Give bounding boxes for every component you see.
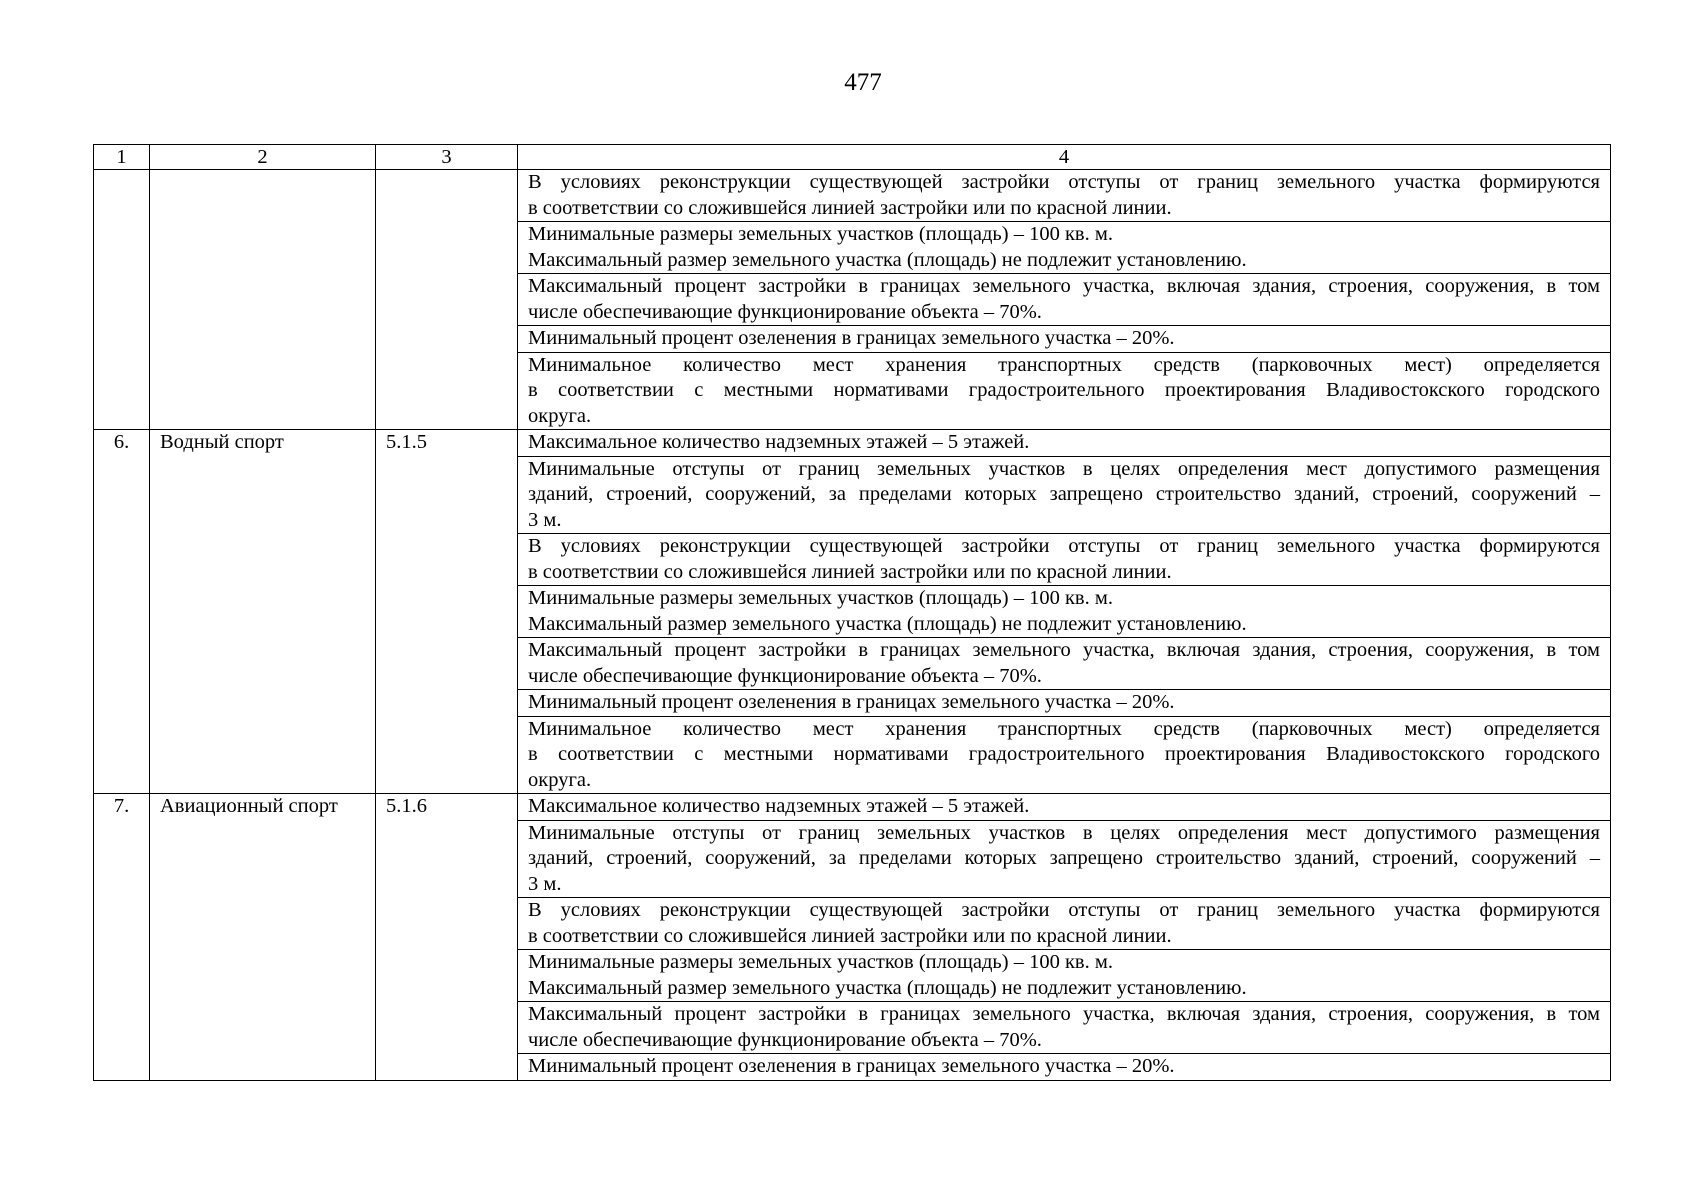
use-code-cell: 5.1.5 <box>376 430 518 794</box>
norm-line: Минимальное количество мест хранения транспортных средств (парковочных мест) определяется <box>528 717 1600 740</box>
norm-line: Максимальный размер земельного участка (площадь) не подлежит установлению. <box>528 976 1247 999</box>
norm-cell <box>518 794 1611 821</box>
norm-line: Минимальные размеры земельных участков (площадь) – 100 кв. м. <box>528 587 1113 609</box>
norm-line: Минимальные размеры земельных участков (площадь) – 100 кв. м. <box>528 951 1113 973</box>
row-number-cell: 6. <box>94 430 150 794</box>
norm-line: в соответствии с местными нормативами градостроительного проектирования Владивостокского городского <box>528 743 1600 765</box>
norm-line: 3 м. <box>528 872 562 895</box>
norm-line: Минимальный процент озеленения в границах земельного участка – 20%. <box>528 1055 1175 1077</box>
norm-cell <box>518 638 1611 690</box>
norm-line: в соответствии со сложившейся линией застройки или по красной линии. <box>528 924 1172 947</box>
norm-cell <box>518 170 1611 222</box>
norm-line: округа. <box>528 768 592 791</box>
norm-cell <box>518 430 1611 457</box>
header-row <box>94 145 1611 170</box>
norm-cell <box>518 898 1611 950</box>
norm-line: 3 м. <box>528 508 562 531</box>
header-col-4: 4 <box>518 145 1611 170</box>
norm-line: В условиях реконструкции существующей застройки отступы от границ земельного участка формируются <box>528 171 1600 193</box>
norm-line: Минимальный процент озеленения в границах земельного участка – 20%. <box>528 327 1175 349</box>
header-col-2: 2 <box>150 145 376 170</box>
use-code-cell <box>376 170 518 430</box>
norm-cell <box>518 586 1611 638</box>
norm-line: Максимальный процент застройки в границах земельного участка, включая здания, строения, сооружения, в том <box>528 1003 1600 1025</box>
use-name-cell <box>150 170 376 430</box>
norm-line: округа. <box>528 404 592 427</box>
norm-cell <box>518 222 1611 274</box>
norm-line: в соответствии со сложившейся линией застройки или по красной линии. <box>528 560 1172 583</box>
norm-line: Максимальное количество надземных этажей – 5 этажей. <box>528 431 1030 453</box>
table-row <box>94 794 1611 821</box>
norm-line: В условиях реконструкции существующей застройки отступы от границ земельного участка формируются <box>528 899 1600 921</box>
table-body <box>94 170 1611 1081</box>
norm-line: Максимальный размер земельного участка (площадь) не подлежит установлению. <box>528 248 1247 271</box>
norm-cell <box>518 820 1611 898</box>
norm-cell <box>518 534 1611 586</box>
norm-cell <box>518 690 1611 717</box>
norm-line: зданий, строений, сооружений, за пределами которых запрещено строительство зданий, строений, сооружений – <box>528 847 1600 869</box>
table-row <box>94 430 1611 457</box>
norm-line: Минимальный процент озеленения в границах земельного участка – 20%. <box>528 691 1175 713</box>
row-number-cell: 7. <box>94 794 150 1081</box>
norm-line: числе обеспечивающие функционирование объекта – 70%. <box>528 664 1042 687</box>
norm-line: числе обеспечивающие функционирование объекта – 70%. <box>528 1028 1042 1051</box>
norm-line: В условиях реконструкции существующей застройки отступы от границ земельного участка формируются <box>528 535 1600 557</box>
use-code-cell: 5.1.6 <box>376 794 518 1081</box>
regulations-table <box>93 144 1611 1081</box>
use-name-cell: Авиационный спорт <box>150 794 376 1081</box>
page-number: 477 <box>844 69 882 96</box>
norm-line: Минимальные отступы от границ земельных участков в целях определения мест допустимого размещения <box>528 821 1600 844</box>
norm-line: в соответствии со сложившейся линией застройки или по красной линии. <box>528 196 1172 219</box>
norm-line: Минимальное количество мест хранения транспортных средств (парковочных мест) определяется <box>528 353 1600 376</box>
norm-cell <box>518 274 1611 326</box>
norm-cell <box>518 1002 1611 1054</box>
norm-line: Минимальные отступы от границ земельных участков в целях определения мест допустимого размещения <box>528 457 1600 480</box>
header-col-3: 3 <box>376 145 518 170</box>
table-row <box>94 170 1611 222</box>
norm-line: Максимальный процент застройки в границах земельного участка, включая здания, строения, сооружения, в том <box>528 275 1600 297</box>
norm-cell <box>518 352 1611 430</box>
row-number-cell <box>94 170 150 430</box>
norm-line: Максимальный размер земельного участка (площадь) не подлежит установлению. <box>528 612 1247 635</box>
norm-cell <box>518 950 1611 1002</box>
norm-cell <box>518 716 1611 794</box>
norm-line: Максимальное количество надземных этажей – 5 этажей. <box>528 795 1030 817</box>
norm-line: Минимальные размеры земельных участков (площадь) – 100 кв. м. <box>528 223 1113 245</box>
header-col-1: 1 <box>94 145 150 170</box>
norm-cell <box>518 1054 1611 1081</box>
norm-cell <box>518 456 1611 534</box>
norm-line: в соответствии с местными нормативами градостроительного проектирования Владивостокского городского <box>528 379 1600 401</box>
norm-line: Максимальный процент застройки в границах земельного участка, включая здания, строения, сооружения, в том <box>528 639 1600 661</box>
norm-cell <box>518 326 1611 353</box>
table-header <box>94 145 1611 170</box>
use-name-cell: Водный спорт <box>150 430 376 794</box>
norm-line: зданий, строений, сооружений, за пределами которых запрещено строительство зданий, строений, сооружений – <box>528 483 1600 505</box>
norm-line: числе обеспечивающие функционирование объекта – 70%. <box>528 300 1042 323</box>
